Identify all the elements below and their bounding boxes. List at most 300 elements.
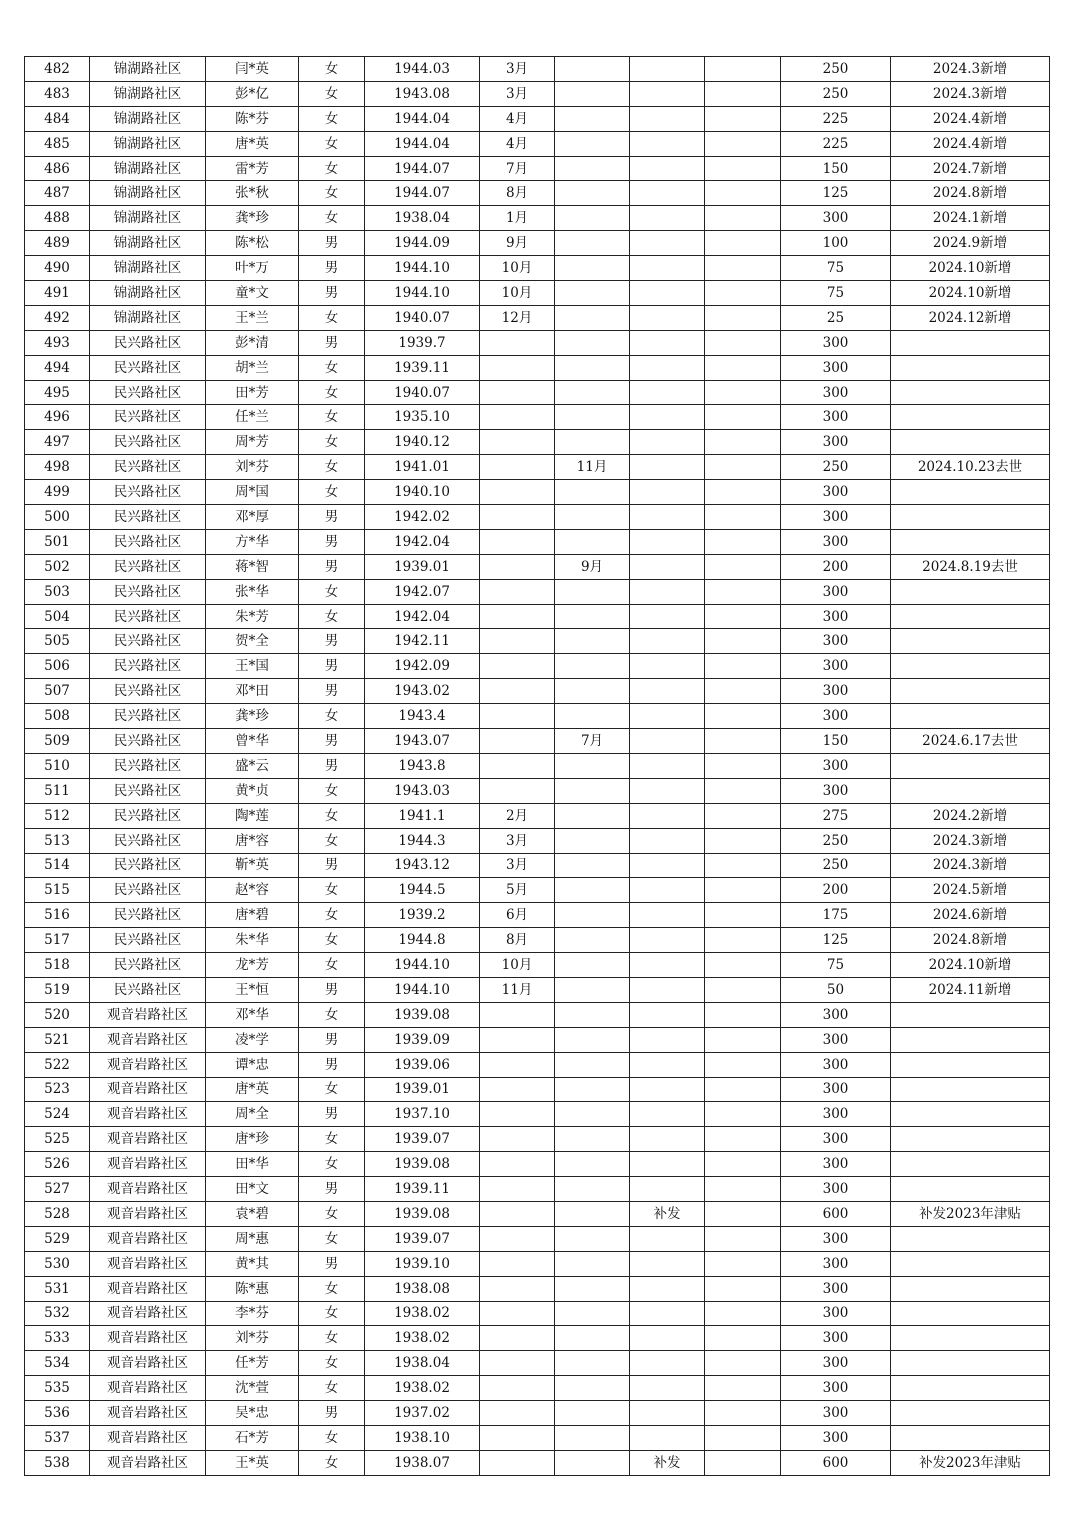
cell-serial-number: 530 xyxy=(25,1251,90,1276)
cell-name: 张*华 xyxy=(206,579,299,604)
cell-added-month xyxy=(480,1052,555,1077)
table-row xyxy=(25,480,1050,505)
cell-gender: 女 xyxy=(299,1226,365,1251)
cell-remark: 2024.8新增 xyxy=(891,181,1050,206)
table-row xyxy=(25,1201,1050,1226)
cell-stop-month xyxy=(555,1077,630,1102)
cell-serial-number: 502 xyxy=(25,554,90,579)
cell-name: 叶*万 xyxy=(206,256,299,281)
cell-name: 田*文 xyxy=(206,1177,299,1202)
cell-supplement xyxy=(630,1276,705,1301)
cell-stop-month xyxy=(555,355,630,380)
table-row xyxy=(25,604,1050,629)
cell-serial-number: 499 xyxy=(25,480,90,505)
cell-supplement xyxy=(630,928,705,953)
cell-gender: 男 xyxy=(299,281,365,306)
cell-blank xyxy=(705,505,781,530)
cell-gender: 男 xyxy=(299,629,365,654)
table-row xyxy=(25,828,1050,853)
cell-serial-number: 535 xyxy=(25,1376,90,1401)
cell-added-month xyxy=(480,330,555,355)
cell-added-month xyxy=(480,654,555,679)
cell-gender: 女 xyxy=(299,1450,365,1475)
cell-amount: 300 xyxy=(781,505,891,530)
cell-name: 王*兰 xyxy=(206,305,299,330)
cell-serial-number: 525 xyxy=(25,1127,90,1152)
cell-stop-month: 9月 xyxy=(555,554,630,579)
cell-community: 观音岩路社区 xyxy=(90,1251,206,1276)
cell-amount: 175 xyxy=(781,903,891,928)
cell-supplement xyxy=(630,1301,705,1326)
cell-gender: 女 xyxy=(299,953,365,978)
cell-community: 观音岩路社区 xyxy=(90,1326,206,1351)
cell-stop-month xyxy=(555,828,630,853)
cell-blank xyxy=(705,305,781,330)
cell-gender: 女 xyxy=(299,1002,365,1027)
cell-serial-number: 515 xyxy=(25,878,90,903)
cell-supplement xyxy=(630,405,705,430)
cell-stop-month xyxy=(555,281,630,306)
table-row xyxy=(25,953,1050,978)
cell-remark xyxy=(891,1077,1050,1102)
cell-blank xyxy=(705,828,781,853)
cell-community: 观音岩路社区 xyxy=(90,1177,206,1202)
cell-stop-month xyxy=(555,604,630,629)
cell-stop-month: 11月 xyxy=(555,455,630,480)
cell-name: 朱*芳 xyxy=(206,604,299,629)
cell-birth-date: 1944.03 xyxy=(365,57,480,82)
cell-supplement xyxy=(630,878,705,903)
cell-supplement xyxy=(630,355,705,380)
cell-serial-number: 524 xyxy=(25,1102,90,1127)
cell-gender: 女 xyxy=(299,803,365,828)
cell-community: 观音岩路社区 xyxy=(90,1102,206,1127)
cell-birth-date: 1944.07 xyxy=(365,156,480,181)
cell-added-month: 10月 xyxy=(480,953,555,978)
cell-blank xyxy=(705,554,781,579)
cell-serial-number: 511 xyxy=(25,778,90,803)
cell-blank xyxy=(705,1027,781,1052)
cell-serial-number: 495 xyxy=(25,380,90,405)
cell-name: 唐*珍 xyxy=(206,1127,299,1152)
cell-supplement xyxy=(630,529,705,554)
cell-birth-date: 1944.10 xyxy=(365,953,480,978)
cell-added-month xyxy=(480,529,555,554)
cell-birth-date: 1944.09 xyxy=(365,231,480,256)
cell-community: 民兴路社区 xyxy=(90,529,206,554)
cell-added-month: 10月 xyxy=(480,256,555,281)
cell-birth-date: 1943.08 xyxy=(365,81,480,106)
cell-community: 民兴路社区 xyxy=(90,579,206,604)
cell-blank xyxy=(705,1276,781,1301)
cell-remark xyxy=(891,505,1050,530)
cell-amount: 150 xyxy=(781,729,891,754)
cell-gender: 女 xyxy=(299,455,365,480)
cell-blank xyxy=(705,1077,781,1102)
table-row xyxy=(25,1152,1050,1177)
cell-serial-number: 509 xyxy=(25,729,90,754)
cell-amount: 125 xyxy=(781,928,891,953)
cell-amount: 250 xyxy=(781,57,891,82)
cell-birth-date: 1939.09 xyxy=(365,1027,480,1052)
cell-stop-month xyxy=(555,1376,630,1401)
cell-community: 民兴路社区 xyxy=(90,778,206,803)
cell-supplement xyxy=(630,1376,705,1401)
cell-amount: 250 xyxy=(781,828,891,853)
cell-community: 锦湖路社区 xyxy=(90,206,206,231)
cell-remark xyxy=(891,1052,1050,1077)
cell-amount: 300 xyxy=(781,1177,891,1202)
cell-amount: 300 xyxy=(781,753,891,778)
cell-stop-month xyxy=(555,206,630,231)
cell-community: 锦湖路社区 xyxy=(90,131,206,156)
cell-serial-number: 531 xyxy=(25,1276,90,1301)
cell-supplement xyxy=(630,1027,705,1052)
cell-remark xyxy=(891,753,1050,778)
cell-gender: 男 xyxy=(299,977,365,1002)
cell-added-month xyxy=(480,1201,555,1226)
cell-stop-month xyxy=(555,1351,630,1376)
cell-stop-month xyxy=(555,679,630,704)
cell-gender: 女 xyxy=(299,1077,365,1102)
cell-serial-number: 534 xyxy=(25,1351,90,1376)
cell-amount: 300 xyxy=(781,1376,891,1401)
cell-serial-number: 522 xyxy=(25,1052,90,1077)
cell-community: 民兴路社区 xyxy=(90,604,206,629)
cell-blank xyxy=(705,903,781,928)
cell-serial-number: 533 xyxy=(25,1326,90,1351)
cell-remark xyxy=(891,1226,1050,1251)
cell-serial-number: 497 xyxy=(25,430,90,455)
cell-added-month xyxy=(480,1450,555,1475)
cell-supplement xyxy=(630,1226,705,1251)
cell-remark: 2024.7新增 xyxy=(891,156,1050,181)
cell-blank xyxy=(705,803,781,828)
cell-supplement xyxy=(630,1052,705,1077)
cell-community: 锦湖路社区 xyxy=(90,81,206,106)
cell-community: 观音岩路社区 xyxy=(90,1002,206,1027)
cell-serial-number: 505 xyxy=(25,629,90,654)
cell-serial-number: 521 xyxy=(25,1027,90,1052)
table-row xyxy=(25,753,1050,778)
cell-remark: 2024.3新增 xyxy=(891,853,1050,878)
cell-remark xyxy=(891,1177,1050,1202)
cell-remark: 2024.8新增 xyxy=(891,928,1050,953)
cell-gender: 女 xyxy=(299,156,365,181)
cell-amount: 300 xyxy=(781,430,891,455)
cell-supplement xyxy=(630,1177,705,1202)
cell-amount: 100 xyxy=(781,231,891,256)
cell-remark: 2024.3新增 xyxy=(891,828,1050,853)
cell-added-month xyxy=(480,778,555,803)
cell-supplement xyxy=(630,281,705,306)
cell-blank xyxy=(705,355,781,380)
cell-gender: 女 xyxy=(299,181,365,206)
cell-remark: 2024.1新增 xyxy=(891,206,1050,231)
cell-supplement xyxy=(630,778,705,803)
table-row xyxy=(25,1027,1050,1052)
cell-blank xyxy=(705,1326,781,1351)
table-row xyxy=(25,380,1050,405)
cell-community: 民兴路社区 xyxy=(90,704,206,729)
cell-name: 田*华 xyxy=(206,1152,299,1177)
cell-supplement xyxy=(630,1002,705,1027)
table-row xyxy=(25,1351,1050,1376)
cell-remark: 2024.6.17去世 xyxy=(891,729,1050,754)
cell-name: 唐*容 xyxy=(206,828,299,853)
cell-blank xyxy=(705,1052,781,1077)
cell-community: 观音岩路社区 xyxy=(90,1127,206,1152)
cell-amount: 75 xyxy=(781,281,891,306)
cell-community: 观音岩路社区 xyxy=(90,1276,206,1301)
cell-supplement xyxy=(630,1251,705,1276)
cell-remark: 2024.6新增 xyxy=(891,903,1050,928)
cell-gender: 男 xyxy=(299,1027,365,1052)
cell-serial-number: 516 xyxy=(25,903,90,928)
cell-supplement xyxy=(630,131,705,156)
cell-gender: 女 xyxy=(299,1201,365,1226)
cell-name: 盛*云 xyxy=(206,753,299,778)
table-row xyxy=(25,878,1050,903)
cell-community: 民兴路社区 xyxy=(90,753,206,778)
cell-remark xyxy=(891,604,1050,629)
cell-community: 观音岩路社区 xyxy=(90,1351,206,1376)
cell-added-month xyxy=(480,1027,555,1052)
table-row xyxy=(25,1177,1050,1202)
cell-serial-number: 527 xyxy=(25,1177,90,1202)
cell-supplement xyxy=(630,654,705,679)
cell-stop-month xyxy=(555,81,630,106)
cell-remark xyxy=(891,355,1050,380)
cell-blank xyxy=(705,1226,781,1251)
cell-birth-date: 1939.01 xyxy=(365,554,480,579)
table-row xyxy=(25,330,1050,355)
cell-blank xyxy=(705,1450,781,1475)
cell-birth-date: 1944.3 xyxy=(365,828,480,853)
cell-birth-date: 1941.1 xyxy=(365,803,480,828)
cell-birth-date: 1941.01 xyxy=(365,455,480,480)
cell-blank xyxy=(705,455,781,480)
cell-amount: 300 xyxy=(781,679,891,704)
cell-gender: 女 xyxy=(299,430,365,455)
cell-supplement xyxy=(630,1127,705,1152)
cell-name: 任*兰 xyxy=(206,405,299,430)
table-row xyxy=(25,853,1050,878)
cell-name: 刘*芬 xyxy=(206,1326,299,1351)
cell-birth-date: 1939.07 xyxy=(365,1127,480,1152)
cell-name: 龚*珍 xyxy=(206,704,299,729)
table-row xyxy=(25,679,1050,704)
cell-supplement xyxy=(630,455,705,480)
cell-blank xyxy=(705,953,781,978)
cell-added-month: 8月 xyxy=(480,928,555,953)
cell-blank xyxy=(705,256,781,281)
cell-added-month: 11月 xyxy=(480,977,555,1002)
cell-blank xyxy=(705,529,781,554)
cell-birth-date: 1942.04 xyxy=(365,529,480,554)
cell-name: 胡*兰 xyxy=(206,355,299,380)
cell-gender: 女 xyxy=(299,1376,365,1401)
table-row xyxy=(25,778,1050,803)
cell-community: 观音岩路社区 xyxy=(90,1077,206,1102)
cell-gender: 女 xyxy=(299,778,365,803)
cell-birth-date: 1939.07 xyxy=(365,1226,480,1251)
cell-stop-month xyxy=(555,1152,630,1177)
cell-community: 民兴路社区 xyxy=(90,729,206,754)
table-row xyxy=(25,1450,1050,1475)
cell-supplement xyxy=(630,704,705,729)
cell-stop-month xyxy=(555,1251,630,1276)
cell-serial-number: 503 xyxy=(25,579,90,604)
cell-community: 锦湖路社区 xyxy=(90,256,206,281)
cell-birth-date: 1942.11 xyxy=(365,629,480,654)
cell-gender: 女 xyxy=(299,579,365,604)
table-row xyxy=(25,1301,1050,1326)
cell-name: 邓*厚 xyxy=(206,505,299,530)
cell-stop-month xyxy=(555,505,630,530)
cell-remark xyxy=(891,480,1050,505)
cell-amount: 300 xyxy=(781,355,891,380)
cell-birth-date: 1939.10 xyxy=(365,1251,480,1276)
cell-stop-month xyxy=(555,156,630,181)
cell-amount: 125 xyxy=(781,181,891,206)
cell-remark: 2024.3新增 xyxy=(891,81,1050,106)
cell-added-month xyxy=(480,679,555,704)
cell-amount: 300 xyxy=(781,1127,891,1152)
table-row xyxy=(25,231,1050,256)
cell-community: 观音岩路社区 xyxy=(90,1201,206,1226)
cell-added-month: 12月 xyxy=(480,305,555,330)
cell-gender: 男 xyxy=(299,654,365,679)
cell-name: 彭*亿 xyxy=(206,81,299,106)
cell-birth-date: 1939.11 xyxy=(365,1177,480,1202)
cell-name: 陈*芬 xyxy=(206,106,299,131)
cell-stop-month xyxy=(555,231,630,256)
cell-supplement xyxy=(630,579,705,604)
cell-remark xyxy=(891,1276,1050,1301)
cell-gender: 男 xyxy=(299,753,365,778)
table-row xyxy=(25,1077,1050,1102)
cell-birth-date: 1939.11 xyxy=(365,355,480,380)
cell-added-month xyxy=(480,355,555,380)
cell-community: 观音岩路社区 xyxy=(90,1052,206,1077)
cell-birth-date: 1942.04 xyxy=(365,604,480,629)
cell-blank xyxy=(705,480,781,505)
cell-added-month xyxy=(480,604,555,629)
cell-gender: 女 xyxy=(299,878,365,903)
cell-remark: 2024.10新增 xyxy=(891,281,1050,306)
table-row xyxy=(25,355,1050,380)
cell-blank xyxy=(705,405,781,430)
table-row xyxy=(25,1052,1050,1077)
table-row xyxy=(25,803,1050,828)
cell-gender: 男 xyxy=(299,729,365,754)
cell-stop-month xyxy=(555,1450,630,1475)
cell-supplement xyxy=(630,1102,705,1127)
cell-added-month xyxy=(480,1351,555,1376)
cell-amount: 300 xyxy=(781,1425,891,1450)
cell-amount: 600 xyxy=(781,1450,891,1475)
cell-name: 周*惠 xyxy=(206,1226,299,1251)
cell-community: 民兴路社区 xyxy=(90,430,206,455)
cell-added-month xyxy=(480,1401,555,1426)
cell-amount: 300 xyxy=(781,1152,891,1177)
cell-community: 观音岩路社区 xyxy=(90,1152,206,1177)
cell-supplement xyxy=(630,1326,705,1351)
cell-stop-month xyxy=(555,1276,630,1301)
cell-amount: 25 xyxy=(781,305,891,330)
cell-blank xyxy=(705,1002,781,1027)
cell-gender: 女 xyxy=(299,57,365,82)
cell-added-month: 3月 xyxy=(480,81,555,106)
cell-gender: 男 xyxy=(299,1102,365,1127)
cell-added-month xyxy=(480,455,555,480)
cell-amount: 300 xyxy=(781,1326,891,1351)
cell-blank xyxy=(705,1376,781,1401)
cell-added-month xyxy=(480,753,555,778)
cell-supplement xyxy=(630,181,705,206)
cell-blank xyxy=(705,977,781,1002)
cell-blank xyxy=(705,629,781,654)
cell-added-month: 4月 xyxy=(480,106,555,131)
cell-supplement xyxy=(630,554,705,579)
cell-community: 民兴路社区 xyxy=(90,654,206,679)
table-row xyxy=(25,430,1050,455)
cell-supplement xyxy=(630,1425,705,1450)
cell-serial-number: 519 xyxy=(25,977,90,1002)
cell-blank xyxy=(705,704,781,729)
cell-community: 锦湖路社区 xyxy=(90,106,206,131)
cell-stop-month xyxy=(555,405,630,430)
cell-name: 赵*容 xyxy=(206,878,299,903)
cell-added-month xyxy=(480,480,555,505)
table-row xyxy=(25,1401,1050,1426)
table-row xyxy=(25,1002,1050,1027)
cell-added-month: 9月 xyxy=(480,231,555,256)
cell-stop-month xyxy=(555,928,630,953)
cell-community: 民兴路社区 xyxy=(90,828,206,853)
cell-birth-date: 1944.04 xyxy=(365,131,480,156)
cell-remark xyxy=(891,430,1050,455)
cell-stop-month: 7月 xyxy=(555,729,630,754)
cell-supplement xyxy=(630,679,705,704)
cell-supplement xyxy=(630,1152,705,1177)
cell-amount: 300 xyxy=(781,1102,891,1127)
cell-amount: 300 xyxy=(781,1251,891,1276)
cell-serial-number: 483 xyxy=(25,81,90,106)
cell-supplement xyxy=(630,853,705,878)
cell-serial-number: 500 xyxy=(25,505,90,530)
cell-birth-date: 1940.07 xyxy=(365,305,480,330)
cell-supplement xyxy=(630,953,705,978)
cell-amount: 300 xyxy=(781,629,891,654)
cell-remark xyxy=(891,1301,1050,1326)
cell-name: 任*芳 xyxy=(206,1351,299,1376)
cell-birth-date: 1944.10 xyxy=(365,256,480,281)
cell-community: 锦湖路社区 xyxy=(90,156,206,181)
cell-added-month xyxy=(480,1425,555,1450)
cell-blank xyxy=(705,1102,781,1127)
cell-remark: 补发2023年津贴 xyxy=(891,1201,1050,1226)
cell-gender: 男 xyxy=(299,256,365,281)
cell-stop-month xyxy=(555,1401,630,1426)
cell-serial-number: 498 xyxy=(25,455,90,480)
cell-remark xyxy=(891,405,1050,430)
cell-blank xyxy=(705,430,781,455)
cell-gender: 女 xyxy=(299,305,365,330)
cell-stop-month xyxy=(555,903,630,928)
cell-community: 观音岩路社区 xyxy=(90,1027,206,1052)
